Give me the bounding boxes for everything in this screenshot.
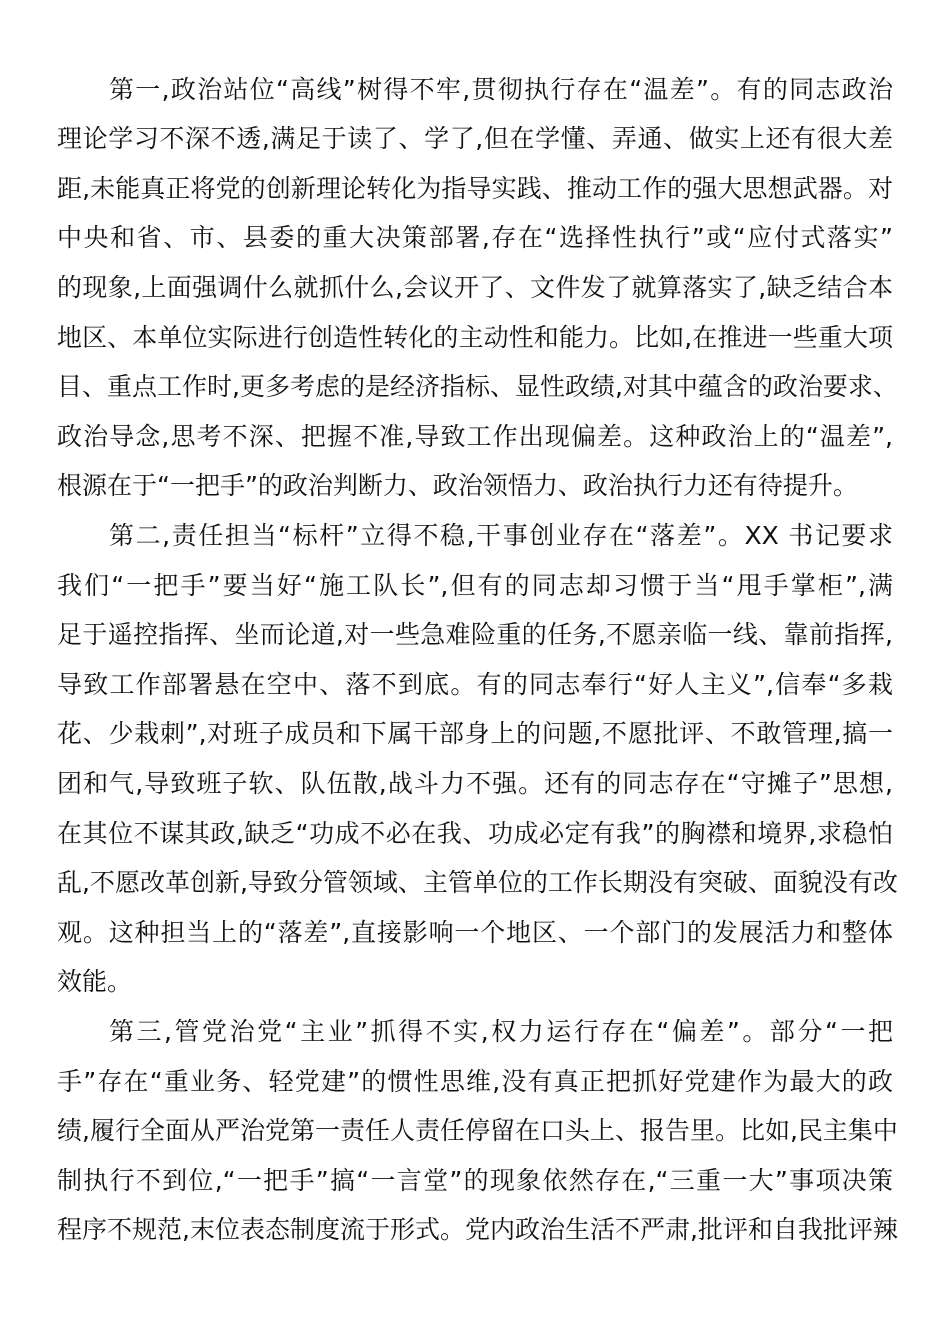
- paragraph-line: 花、少栽刺”,对班子成员和下属干部身上的问题,不愿批评、不敢管理,搞一: [57, 719, 893, 748]
- paragraph-line: 中央和省、市、县委的重大决策部署,存在“选择性执行”或“应付式落实”: [57, 223, 893, 252]
- paragraph-line: 效能。: [57, 967, 133, 996]
- paragraph-line: 地区、本单位实际进行创造性转化的主动性和能力。比如,在推进一些重大项: [57, 323, 893, 352]
- paragraph-line: 根源在于“一把手”的政治判断力、政治领悟力、政治执行力还有待提升。: [57, 471, 858, 500]
- paragraph-line: 观。这种担当上的“落差”,直接影响一个地区、一个部门的发展活力和整体: [57, 918, 893, 947]
- paragraph-line: 理论学习不深不透,满足于读了、学了,但在学懂、弄通、做实上还有很大差: [57, 124, 893, 153]
- paragraph-line: 在其位不谋其政,缺乏“功成不必在我、功成必定有我”的胸襟和境界,求稳怕: [57, 819, 893, 848]
- paragraph-line: 足于遥控指挥、坐而论道,对一些急难险重的任务,不愿亲临一线、靠前指挥,: [57, 620, 893, 649]
- paragraph-line: 政治导念,思考不深、把握不准,导致工作出现偏差。这种政治上的“温差”,: [57, 422, 893, 451]
- paragraph-line: 距,未能真正将党的创新理论转化为指导实践、推动工作的强大思想武器。对: [57, 174, 893, 203]
- paragraph-line: 目、重点工作时,更多考虑的是经济指标、显性政绩,对其中蕴含的政治要求、: [57, 372, 898, 401]
- paragraph-line: 手”存在“重业务、轻党建”的惯性思维,没有真正把抓好党建作为最大的政: [57, 1067, 893, 1096]
- paragraph-line: 导致工作部署悬在空中、落不到底。有的同志奉行“好人主义”,信奉“多栽: [57, 670, 893, 699]
- paragraph-line: 第二,责任担当“标杆”立得不稳,干事创业存在“落差”。XX 书记要求: [109, 521, 893, 550]
- paragraph-line: 我们“一把手”要当好“施工队长”,但有的同志却习惯于当“甩手掌柜”,满: [57, 571, 893, 600]
- paragraph-line: 团和气,导致班子软、队伍散,战斗力不强。还有的同志存在“守摊子”思想,: [57, 769, 893, 798]
- paragraph-line: 程序不规范,末位表态制度流于形式。党内政治生活不严肃,批评和自我批评辣: [57, 1215, 898, 1244]
- paragraph-line: 第一,政治站位“高线”树得不牢,贯彻执行存在“温差”。有的同志政治: [109, 75, 893, 104]
- paragraph-line: 第三,管党治党“主业”抓得不实,权力运行存在“偏差”。部分“一把: [109, 1017, 893, 1046]
- paragraph-line: 绩,履行全面从严治党第一责任人责任停留在口头上、报告里。比如,民主集中: [57, 1116, 898, 1145]
- paragraph-line: 乱,不愿改革创新,导致分管领域、主管单位的工作长期没有突破、面貌没有改: [57, 868, 898, 897]
- paragraph-line: 制执行不到位,“一把手”搞“一言堂”的现象依然存在,“三重一大”事项决策: [57, 1166, 893, 1195]
- paragraph-line: 的现象,上面强调什么就抓什么,会议开了、文件发了就算落实了,缺乏结合本: [57, 273, 893, 302]
